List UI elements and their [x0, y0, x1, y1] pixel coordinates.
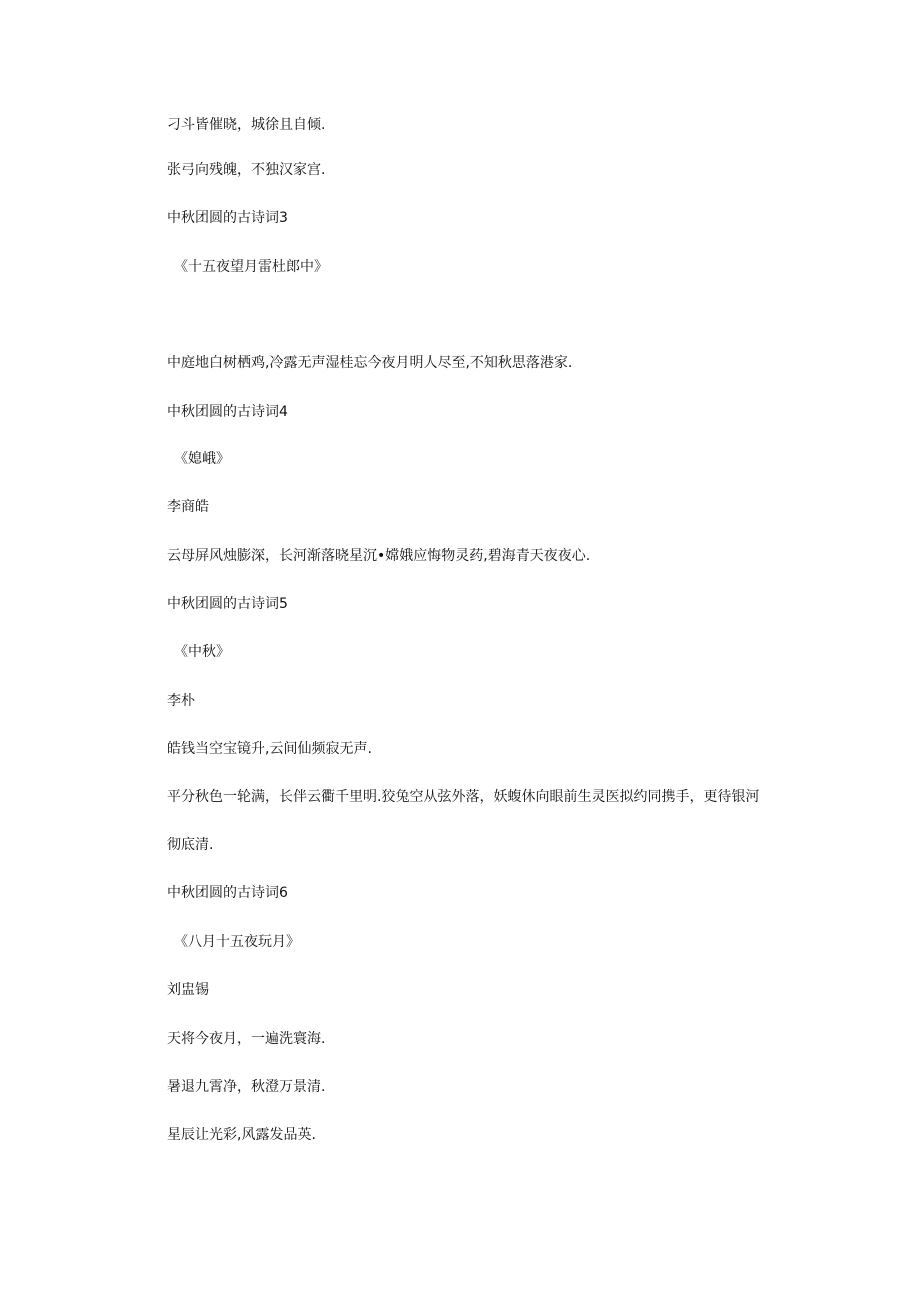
poem-title: 《十五夜望月雷杜郎中》: [174, 259, 328, 275]
poem-title: 《媳峨》: [174, 451, 230, 467]
poem-line: 天将今夜月，一遍洗寰海.: [167, 1031, 326, 1047]
section-heading: 中秋团圆的古诗词5: [167, 596, 288, 612]
poem-line: 张弓向残魄，不独汉家宫.: [167, 162, 326, 178]
poem-line: 中庭地白树栖鸡,冷露无声湿桂忘今夜月明人尽至,不知秋思落港家.: [167, 355, 573, 371]
poem-line: 云母屏风烛膨深，长河渐落晓星沉•嫦娥应悔物灵药,碧海青天夜夜心.: [167, 548, 591, 564]
poem-line: 平分秋色一轮满，长伴云衢千里明.狡兔空从弦外落，妖蝮休向眼前生灵医拟约同携手，更待银河: [167, 789, 760, 805]
poem-author: 刘盅锡: [167, 982, 209, 998]
poem-line: 彻底清.: [167, 837, 214, 853]
poem-title: 《中秋》: [174, 644, 230, 660]
poem-line: 星辰让光彩,风露发品英.: [167, 1127, 316, 1143]
poem-line: 暑退九霄净，秋澄万景清.: [167, 1079, 326, 1095]
poem-author: 李商皓: [167, 499, 209, 515]
section-heading: 中秋团圆的古诗词4: [167, 404, 288, 420]
poem-title: 《八月十五夜玩月》: [174, 934, 300, 950]
poem-line: 皓钱当空宝镜升,云间仙频寂无声.: [167, 741, 372, 757]
poem-author: 李朴: [167, 693, 195, 709]
section-heading: 中秋团圆的古诗词6: [167, 885, 288, 901]
poem-line: 刁斗皆催晓，城徐且自倾.: [167, 117, 326, 133]
section-heading: 中秋团圆的古诗词3: [167, 210, 288, 226]
